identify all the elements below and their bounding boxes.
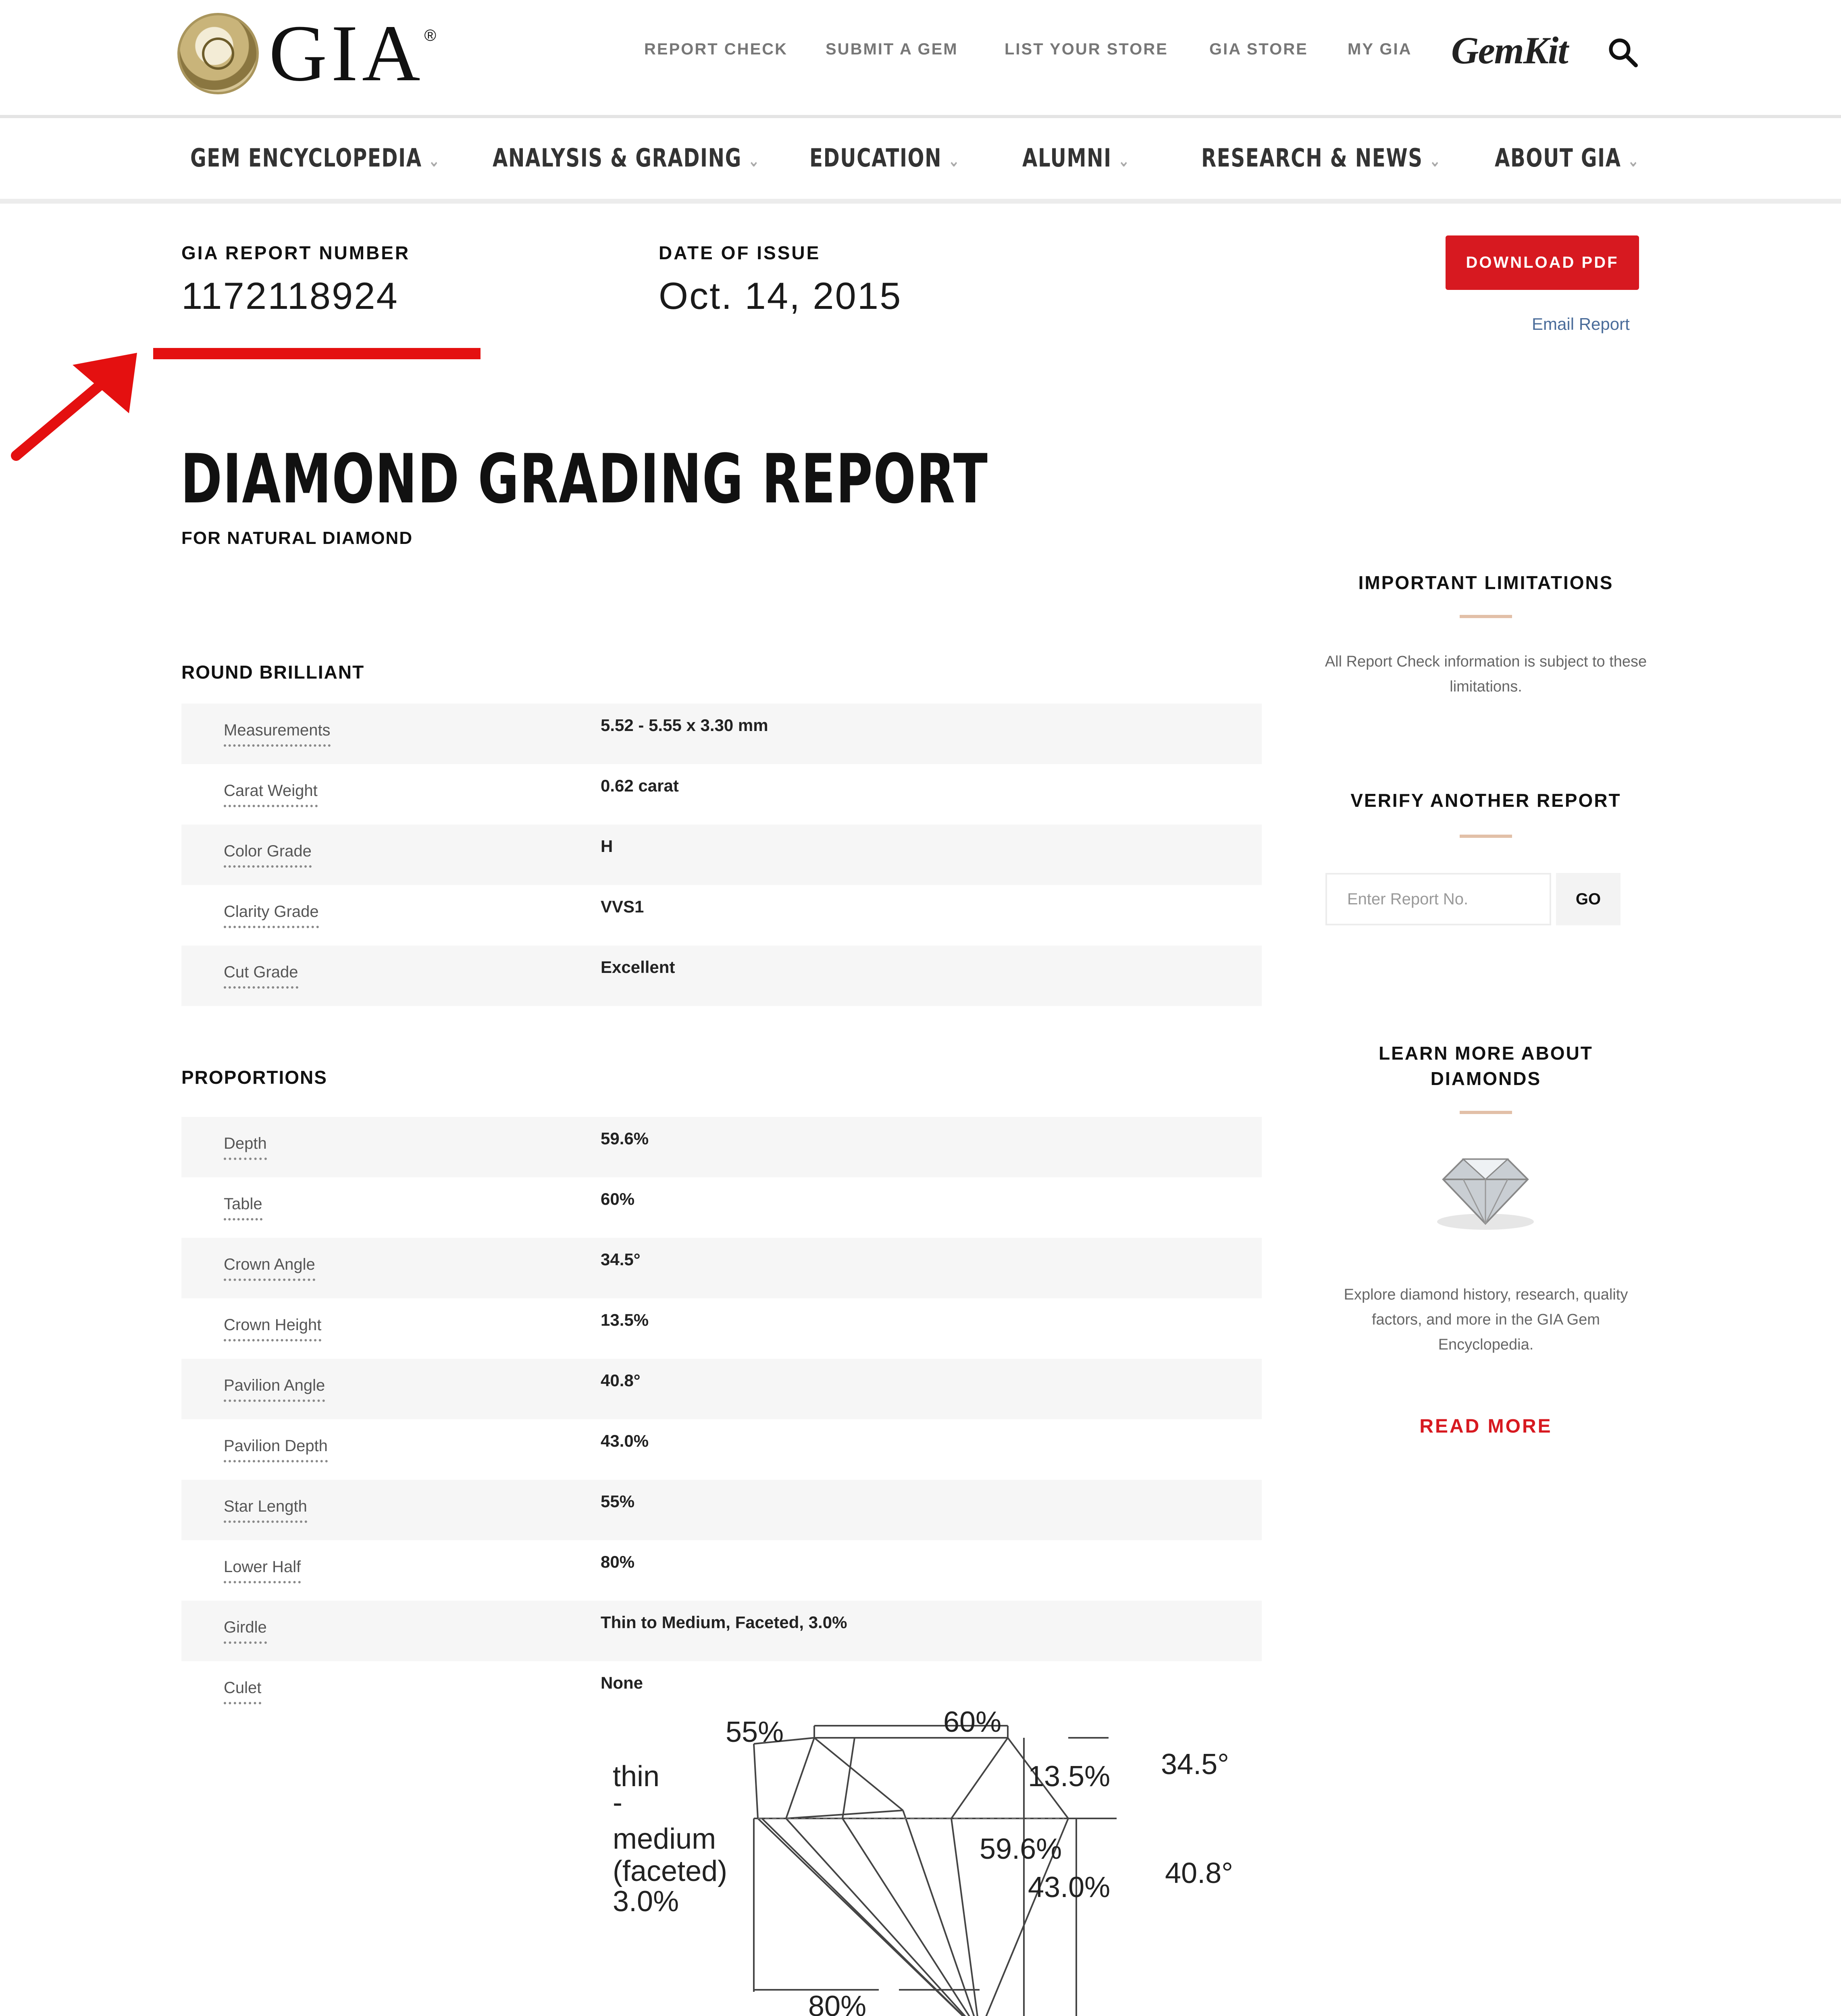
section-heading-shape: ROUND BRILLIANT: [181, 662, 365, 683]
row-value: 5.52 - 5.55 x 3.30 mm: [601, 716, 768, 735]
utility-link-my-gia[interactable]: MY GIA: [1348, 40, 1412, 58]
table-row: [181, 1419, 1262, 1480]
row-key[interactable]: Clarity Grade: [224, 903, 319, 928]
row-key[interactable]: Color Grade: [224, 842, 312, 868]
section-heading-proportions: PROPORTIONS: [181, 1067, 327, 1088]
row-key[interactable]: Depth: [224, 1135, 267, 1160]
diagram-girdle-line-5: 3.0%: [613, 1885, 679, 1918]
chevron-down-icon: ⌄: [1429, 150, 1442, 171]
report-subtitle: FOR NATURAL DIAMOND: [181, 528, 413, 548]
table-row: [181, 1480, 1262, 1540]
row-key[interactable]: Carat Weight: [224, 782, 318, 807]
row-value: 43.0%: [601, 1431, 649, 1450]
row-value: 13.5%: [601, 1310, 649, 1329]
row-key[interactable]: Star Length: [224, 1497, 307, 1523]
heading-rule: [1460, 835, 1512, 838]
diagram-star-length: 55%: [726, 1716, 784, 1748]
date-of-issue-label: DATE OF ISSUE: [659, 242, 821, 263]
diagram-girdle-line-3: medium: [613, 1823, 716, 1855]
row-value: Thin to Medium, Faceted, 3.0%: [601, 1613, 847, 1632]
table-row: [181, 825, 1262, 885]
chevron-down-icon: ⌄: [748, 150, 760, 171]
learn-heading-line-1: LEARN MORE ABOUT: [1379, 1043, 1593, 1064]
report-number-input[interactable]: [1325, 873, 1551, 925]
diagram-table: 60%: [943, 1710, 1002, 1738]
row-key[interactable]: Lower Half: [224, 1558, 301, 1583]
learn-text: Explore diamond history, research, quality factors, and more in the GIA Gem Encyclopedia.: [1344, 1286, 1628, 1353]
row-value: 80%: [601, 1552, 635, 1571]
diagram-girdle-line-1: thin: [613, 1760, 660, 1793]
row-key[interactable]: Pavilion Depth: [224, 1437, 328, 1462]
row-value: 59.6%: [601, 1129, 649, 1148]
table-row: [181, 764, 1262, 825]
verify-heading: VERIFY ANOTHER REPORT: [1350, 790, 1621, 811]
row-key[interactable]: Girdle: [224, 1618, 267, 1644]
row-key[interactable]: Culet: [224, 1679, 261, 1704]
nav-about-gia[interactable]: [1495, 143, 1640, 173]
nav-label: GEM ENCYCLOPEDIA: [190, 143, 422, 173]
nav-gem-encyclopedia[interactable]: [190, 143, 441, 173]
row-value: 60%: [601, 1189, 635, 1208]
table-row: [181, 885, 1262, 946]
diagram-pavilion-depth: 43.0%: [1028, 1871, 1111, 1904]
gemkit-logo[interactable]: GemKit: [1451, 29, 1568, 72]
download-pdf-button[interactable]: DOWNLOAD PDF: [1446, 235, 1639, 290]
proportions-profile-diagram: [597, 1710, 1290, 2016]
row-value: H: [601, 837, 613, 856]
nav-label: EDUCATION: [809, 143, 942, 173]
row-value: 34.5°: [601, 1250, 641, 1269]
diagram-pavilion-angle: 40.8°: [1165, 1857, 1233, 1889]
utility-link-gia-store[interactable]: GIA STORE: [1209, 40, 1308, 58]
heading-rule: [1460, 1111, 1512, 1114]
utility-link-submit-gem[interactable]: SUBMIT A GEM: [826, 40, 958, 58]
table-row: [181, 1601, 1262, 1661]
gia-seal-icon: [177, 13, 259, 94]
heading-rule: [1460, 615, 1512, 618]
read-more-link[interactable]: READ MORE: [1419, 1416, 1552, 1437]
go-button[interactable]: GO: [1556, 873, 1620, 925]
row-key[interactable]: Cut Grade: [224, 963, 298, 989]
row-value: None: [601, 1673, 643, 1692]
utility-link-list-store[interactable]: LIST YOUR STORE: [1005, 40, 1168, 58]
diagram-lower-half: 80%: [808, 1990, 867, 2016]
table-row: [181, 1117, 1262, 1177]
row-key[interactable]: Crown Height: [224, 1316, 321, 1341]
report-title: DIAMOND GRADING REPORT: [181, 439, 988, 519]
chevron-down-icon: ⌄: [1627, 150, 1640, 171]
chevron-down-icon: ⌄: [428, 150, 441, 171]
nav-label: ABOUT GIA: [1495, 143, 1621, 173]
gia-logo[interactable]: [177, 11, 436, 96]
limitations-heading: IMPORTANT LIMITATIONS: [1358, 572, 1614, 593]
learn-heading-line-2: DIAMONDS: [1430, 1068, 1541, 1089]
diagram-crown-height: 13.5%: [1028, 1760, 1111, 1793]
table-row: [181, 946, 1262, 1006]
nav-education[interactable]: [809, 143, 960, 173]
email-report-link[interactable]: Email Report: [1532, 314, 1630, 333]
diagram-depth: 59.6%: [980, 1833, 1062, 1865]
table-row: [181, 704, 1262, 764]
table-row: [181, 1177, 1262, 1238]
search-icon[interactable]: [1607, 36, 1639, 69]
nav-label: ANALYSIS & GRADING: [493, 143, 742, 173]
row-value: Excellent: [601, 958, 675, 977]
row-key[interactable]: Pavilion Angle: [224, 1377, 325, 1402]
registered-mark: ®: [424, 27, 436, 44]
nav-alumni[interactable]: [1022, 143, 1130, 173]
row-value: 0.62 carat: [601, 776, 679, 795]
nav-research-news[interactable]: [1201, 143, 1442, 173]
diagram-girdle-line-4: (faceted): [613, 1855, 728, 1887]
date-of-issue: Oct. 14, 2015: [659, 275, 902, 317]
nav-label: RESEARCH & NEWS: [1201, 143, 1423, 173]
diamond-image: [1427, 1141, 1544, 1234]
logo-text: GIA: [269, 9, 424, 98]
row-key[interactable]: Crown Angle: [224, 1256, 315, 1281]
row-value: VVS1: [601, 897, 644, 916]
utility-link-report-check[interactable]: REPORT CHECK: [644, 40, 788, 58]
nav-label: ALUMNI: [1022, 143, 1112, 173]
report-number: 1172118924: [181, 275, 399, 317]
annotation-arrow-icon: [8, 343, 145, 464]
table-row: [181, 1298, 1262, 1359]
diagram-girdle-line-2: -: [613, 1787, 622, 1819]
nav-analysis-grading[interactable]: [493, 143, 760, 173]
table-row: [181, 1238, 1262, 1298]
row-key[interactable]: Table: [224, 1195, 262, 1220]
limitations-text[interactable]: All Report Check information is subject to these limitations.: [1325, 653, 1647, 695]
table-row: [181, 1359, 1262, 1419]
row-key[interactable]: Measurements: [224, 721, 331, 747]
table-row: [181, 1540, 1262, 1601]
annotation-underline: [153, 348, 481, 359]
row-value: 55%: [601, 1492, 635, 1511]
chevron-down-icon: ⌄: [1118, 150, 1130, 171]
row-value: 40.8°: [601, 1371, 641, 1390]
diagram-crown-angle: 34.5°: [1161, 1748, 1229, 1781]
report-number-label: GIA REPORT NUMBER: [181, 242, 410, 263]
chevron-down-icon: ⌄: [948, 150, 961, 171]
